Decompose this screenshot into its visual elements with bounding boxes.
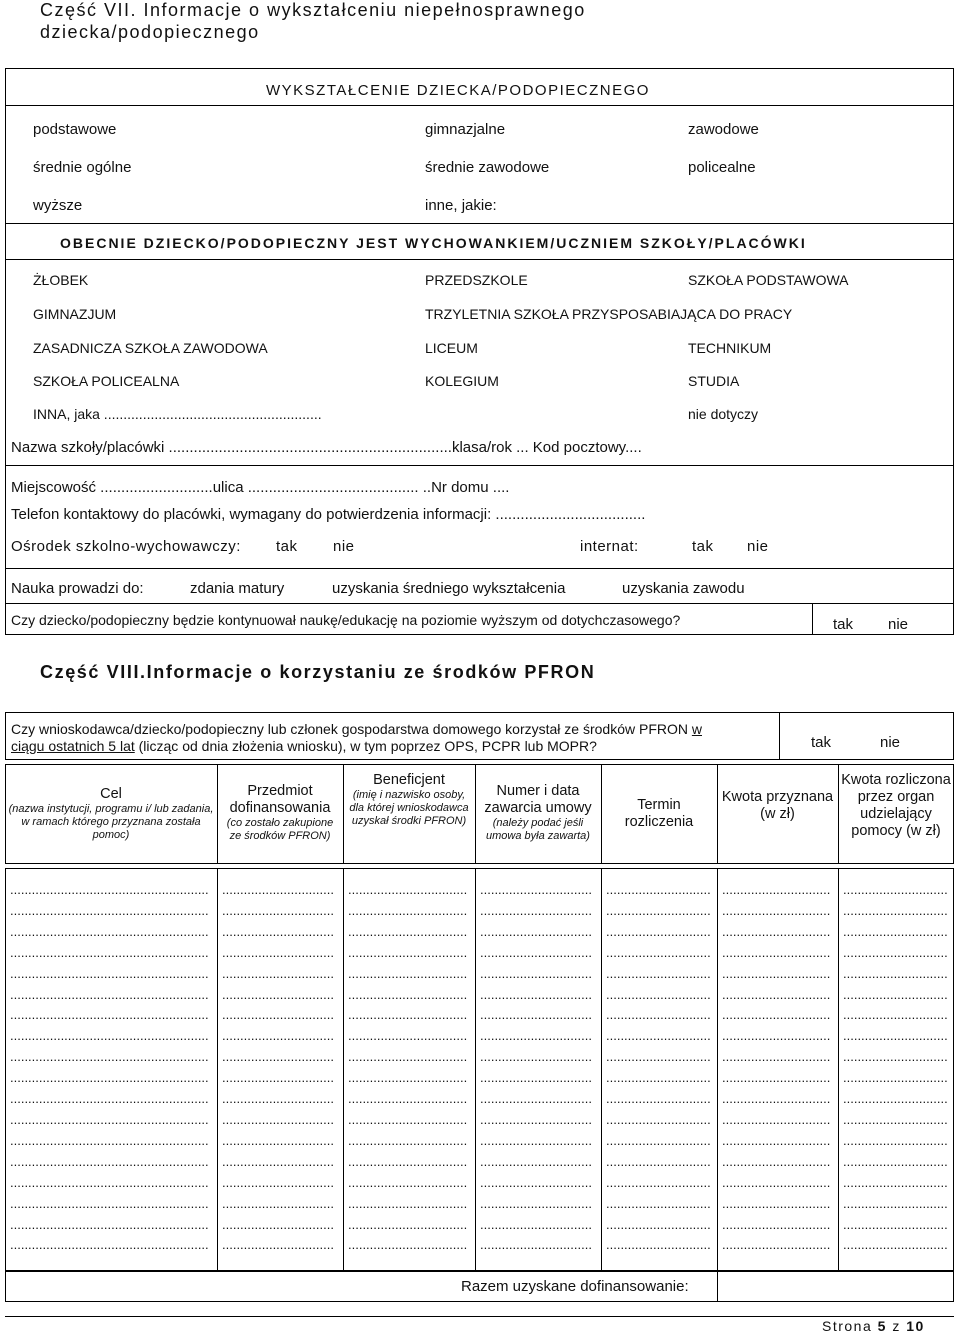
- divider: [812, 603, 813, 635]
- divider: [475, 868, 476, 1272]
- study-matura[interactable]: zdania matury: [190, 580, 285, 597]
- col-header-cel: [8, 786, 214, 842]
- internat-no[interactable]: nie: [747, 538, 769, 555]
- edu-gimnazjalne[interactable]: gimnazjalne: [425, 121, 506, 138]
- current-heading: OBECNIE DZIECKO/PODOPIECZNY JEST WYCHOWANKIEM/UCZNIEM SZKOŁY/PLACÓWKI: [60, 235, 807, 251]
- cur-zasadnicza[interactable]: ZASADNICZA SZKOŁA ZAWODOWA: [33, 340, 268, 356]
- cur-nie-dotyczy[interactable]: nie dotyczy: [688, 406, 759, 422]
- edu-inne[interactable]: inne, jakie:: [425, 197, 497, 214]
- divider: [343, 764, 344, 864]
- col-kwota-przyznana-title: Kwota przyznana (w zł): [721, 789, 834, 822]
- footer-rule: [5, 1316, 954, 1317]
- page-of: z: [892, 1318, 901, 1334]
- col-beneficjent-note: (imię i nazwisko osoby, dla której wnioskodawca uzyskał środki PFRON): [349, 789, 469, 827]
- internat-label: internat:: [580, 538, 639, 555]
- divider: [717, 1270, 718, 1302]
- col-header-kwota-przyznana: [720, 789, 835, 823]
- cur-szkola-podstawowa[interactable]: SZKOŁA PODSTAWOWA: [688, 272, 849, 288]
- divider: [838, 868, 839, 1272]
- dotted-lines-col2[interactable]: ............................... ............................... ............................... ............................... ............................... ............................... ............................... ............................... ............................... ............................... ............................... ............................... ............................... ............................... ............................... ............................... ............................... ...............................: [222, 882, 334, 1253]
- center-label: Ośrodek szkolno-wychowawczy:: [11, 538, 241, 555]
- pfron-question-part-u1: w: [691, 721, 702, 737]
- col-header-beneficjent: [347, 772, 471, 828]
- col-kwota-rozliczona-title: Kwota rozliczona przez organ udzielający pomocy (w zł): [841, 772, 951, 839]
- cur-gimnazjum[interactable]: GIMNAZJUM: [33, 306, 117, 322]
- cur-technikum[interactable]: TECHNIKUM: [688, 340, 772, 356]
- page-total: 10: [906, 1318, 925, 1334]
- edu-srednie-ogolne[interactable]: średnie ogólne: [33, 159, 132, 176]
- continue-no[interactable]: nie: [888, 616, 909, 633]
- dotted-lines-col7[interactable]: ............................. ............................. ............................. ............................. ............................. ............................. ............................. ............................. ............................. ............................. ............................. ............................. ............................. ............................. ............................. ............................. ............................. .............................: [843, 882, 948, 1253]
- pfron-question-part-b: (licząc od dnia złożenia wniosku), w tym poprzez OPS, PCPR lub MOPR?: [134, 738, 597, 754]
- cur-trzyletnia[interactable]: TRZYLETNIA SZKOŁA PRZYSPOSABIAJĄCA DO PRACY: [425, 306, 793, 322]
- dotted-lines-col1[interactable]: ....................................................... ....................................................... ....................................................... ....................................................... ....................................................... ....................................................... ....................................................... ....................................................... ....................................................... ....................................................... ....................................................... ....................................................... ....................................................... ....................................................... ....................................................... ....................................................... ....................................................... .......................................................: [10, 882, 209, 1253]
- part7-title-line2: dziecka/podopiecznego: [40, 22, 260, 42]
- divider: [5, 568, 954, 569]
- cur-inna[interactable]: INNA, jaka ........................................................: [33, 406, 322, 422]
- pfron-question-line2: [11, 738, 597, 754]
- city-street-field[interactable]: Miejscowość ...........................ulica ......................................... ..Nr domu ....: [11, 479, 510, 496]
- divider: [343, 868, 344, 1272]
- divider: [601, 764, 602, 864]
- col-header-termin: [604, 797, 714, 831]
- dotted-lines-col6[interactable]: .............................. .............................. .............................. .............................. .............................. .............................. .............................. .............................. .............................. .............................. .............................. .............................. .............................. .............................. .............................. .............................. .............................. ..............................: [722, 882, 831, 1253]
- col-header-umowa: [478, 783, 598, 843]
- pfron-question-line1: [11, 721, 702, 737]
- study-srednie[interactable]: uzyskania średniego wykształcenia: [332, 580, 566, 597]
- col-termin-title: Termin rozliczenia: [624, 797, 694, 830]
- cur-studia[interactable]: STUDIA: [688, 373, 740, 389]
- education-heading: WYKSZTAŁCENIE DZIECKA/PODOPIECZNEGO: [266, 82, 650, 99]
- school-name-field[interactable]: Nazwa szkoły/placówki ....................................................................klasa/rok ... Kod pocztowy....: [11, 439, 642, 456]
- center-yes[interactable]: tak: [276, 538, 298, 555]
- col-cel-note: (nazwa instytucji, programu i/ lub zadania, w ramach którego przyznana została pomoc): [8, 803, 214, 841]
- divider: [5, 223, 954, 224]
- pfron-question-part-u2: ciągu ostatnich 5 lat: [11, 738, 135, 754]
- divider: [779, 712, 780, 760]
- cur-przedszkole[interactable]: PRZEDSZKOLE: [425, 272, 528, 288]
- pfron-no[interactable]: nie: [880, 734, 901, 751]
- internat-yes[interactable]: tak: [692, 538, 714, 555]
- dotted-lines-col4[interactable]: ............................... ............................... ............................... ............................... ............................... ............................... ............................... ............................... ............................... ............................... ............................... ............................... ............................... ............................... ............................... ............................... ............................... ...............................: [480, 882, 592, 1253]
- divider: [717, 868, 718, 1272]
- center-no[interactable]: nie: [333, 538, 355, 555]
- edu-policealne[interactable]: policealne: [688, 159, 756, 176]
- page-number: [822, 1318, 925, 1334]
- continue-yes[interactable]: tak: [833, 616, 854, 633]
- divider: [217, 868, 218, 1272]
- divider: [5, 259, 954, 260]
- part7-title-line1: Część VII. Informacje o wykształceniu niepełnosprawnego: [40, 0, 586, 20]
- cur-liceum[interactable]: LICEUM: [425, 340, 478, 356]
- part8-title: Część VIII.Informacje o korzystaniu ze środków PFRON: [40, 662, 596, 682]
- cur-policealna[interactable]: SZKOŁA POLICEALNA: [33, 373, 180, 389]
- page-word: Strona: [822, 1318, 873, 1334]
- divider: [217, 764, 218, 864]
- col-cel-title: Cel: [100, 786, 122, 802]
- pfron-yes[interactable]: tak: [811, 734, 832, 751]
- continue-question: Czy dziecko/podopieczny będzie kontynuował naukę/edukację na poziomie wyższym od dotychczasowego?: [11, 612, 681, 628]
- col-umowa-note: (należy podać jeśli umowa była zawarta): [486, 817, 590, 842]
- cur-zlobek[interactable]: ŻŁOBEK: [33, 272, 89, 288]
- divider: [475, 764, 476, 864]
- col-beneficjent-title: Beneficjent: [373, 772, 445, 788]
- dotted-lines-col5[interactable]: ............................. ............................. ............................. ............................. ............................. ............................. ............................. ............................. ............................. ............................. ............................. ............................. ............................. ............................. ............................. ............................. ............................. .............................: [606, 882, 711, 1253]
- phone-field[interactable]: Telefon kontaktowy do placówki, wymagany do potwierdzenia informacji: ....................................: [11, 506, 646, 523]
- edu-srednie-zawodowe[interactable]: średnie zawodowe: [425, 159, 550, 176]
- pfron-question-part-a: Czy wnioskodawca/dziecko/podopieczny lub członek gospodarstwa domowego korzystał ze środków PFRON: [11, 721, 692, 737]
- col-przedmiot-note: (co zostało zakupione ze środków PFRON): [226, 817, 334, 842]
- divider: [601, 868, 602, 1272]
- edu-wyzsze[interactable]: wyższe: [33, 197, 83, 214]
- col-umowa-title: Numer i data zawarcia umowy: [484, 783, 592, 816]
- cur-kolegium[interactable]: KOLEGIUM: [425, 373, 499, 389]
- col-header-przedmiot: [220, 783, 340, 843]
- divider: [838, 764, 839, 864]
- total-label: Razem uzyskane dofinansowanie:: [461, 1278, 689, 1295]
- dotted-lines-col3[interactable]: ................................. ................................. ................................. ................................. ................................. ................................. ................................. ................................. ................................. ................................. ................................. ................................. ................................. ................................. ................................. ................................. ................................. .................................: [348, 882, 468, 1253]
- divider: [717, 764, 718, 864]
- page-current: 5: [877, 1318, 887, 1334]
- edu-podstawowe[interactable]: podstawowe: [33, 121, 117, 138]
- study-zawod[interactable]: uzyskania zawodu: [622, 580, 745, 597]
- study-label: Nauka prowadzi do:: [11, 580, 144, 597]
- col-header-kwota-rozliczona: [841, 772, 951, 840]
- edu-zawodowe[interactable]: zawodowe: [688, 121, 759, 138]
- divider: [5, 465, 954, 466]
- col-przedmiot-title: Przedmiot dofinansowania: [229, 783, 331, 816]
